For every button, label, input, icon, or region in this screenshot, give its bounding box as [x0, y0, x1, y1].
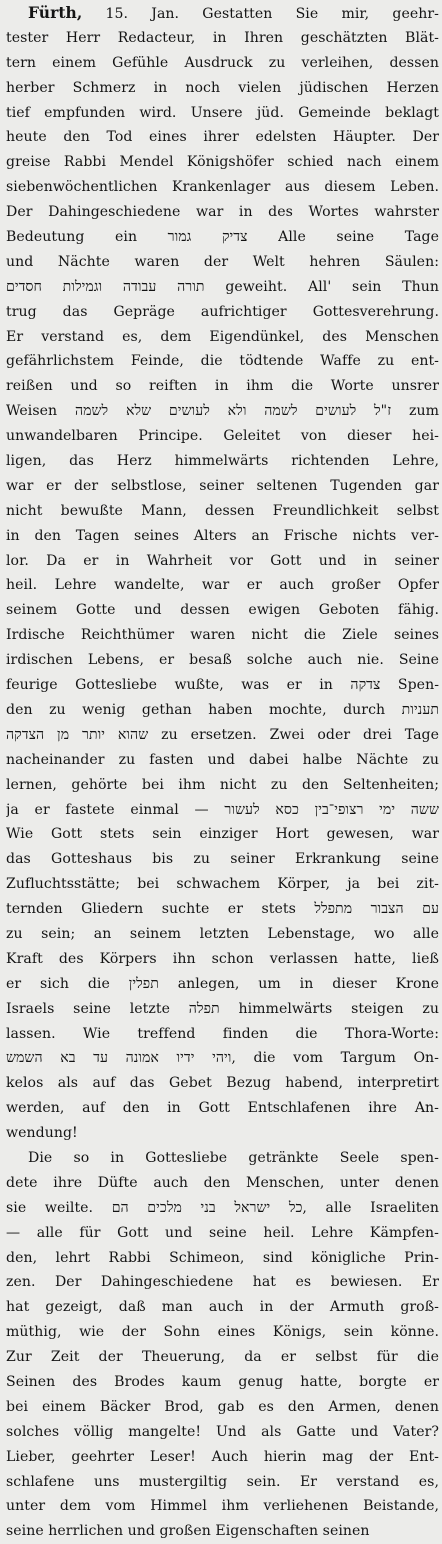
text-line: Israels seine letzte תפלה himmelwärts steigen zu	[6, 1000, 439, 1017]
text-line: gefährlichstem Feinde, die tödtende Waffe zu ent-	[6, 353, 439, 370]
text-line: nacheinander zu fasten und dabei halbe Nächte zu	[6, 751, 439, 768]
text-line: Seinen des Brodes kaum genug hatte, borgte er	[6, 1373, 439, 1390]
text-line: שהוא יותר מן הצדקה zu ersetzen. Zwei oder drei Tage	[6, 726, 439, 743]
text-line-content: 15. Jan. Gestatten Sie mir, geehr-	[82, 6, 439, 22]
text-line: kelos als auf das Gebet Bezug habend, interpretirt	[6, 1075, 439, 1092]
text-line: ligen, das Herz himmelwärts richtenden Lehre,	[6, 453, 439, 470]
text-line: Lieber, geehrter Leser! Auch hierin mag der Ent-	[6, 1448, 439, 1465]
text-line: ternden Gliedern suchte er stets עם הצבור מתפלל	[6, 901, 439, 918]
dateline: Fürth,	[28, 3, 83, 22]
text-line: in den Tagen seines Alters an Frische nichts ver-	[6, 527, 439, 544]
text-line: reißen und so reiften in ihm die Worte unsrer	[6, 378, 439, 395]
text-line: dete ihre Düfte auch den Menschen, unter denen	[6, 1174, 439, 1191]
text-line: Die so in Gottesliebe getränkte Seele spen-	[28, 1149, 439, 1166]
text-line: lassen. Wie treffend finden die Thora-Worte:	[6, 1025, 439, 1042]
text-line: Zur Zeit der Theuerung, da er selbst für die	[6, 1349, 439, 1366]
text-line: herber Schmerz in noch vielen jüdischen Herzen	[6, 79, 439, 96]
text-line: ויהי ידיו אמונה עד בא השמש, die vom Targum On-	[6, 1050, 439, 1067]
text-line: solches völlig mangelte! Und als Gatte und Vater?	[6, 1423, 439, 1440]
text-line: trug das Gepräge aufrichtiger Gottesverehrung.	[6, 303, 439, 320]
article-body	[6, 1, 439, 1544]
text-line: Der Dahingeschiedene war in des Wortes wahrster	[6, 204, 439, 221]
text-line: Kraft des Körpers ihn schon verlassen hatte, ließ	[6, 950, 439, 967]
text-line: lor. Da er in Wahrheit vor Gott und in seiner	[6, 552, 439, 569]
text-line	[6, 1, 439, 26]
text-line: hat gezeigt, daß man auch in der Armuth groß-	[6, 1299, 439, 1316]
text-line: und Nächte waren der Welt hehren Säulen:	[6, 253, 439, 270]
text-line: schlafene uns mustergiltig sein. Er verstand es,	[6, 1473, 439, 1490]
text-line: bei einem Bäcker Brod, gab es den Armen, denen	[6, 1398, 439, 1415]
text-line: feurige Gottesliebe wußte, was er in צדקה Spen-	[6, 677, 439, 694]
text-line: seinem Gotte und dessen ewigen Geboten fähig.	[6, 602, 439, 619]
text-line: nicht bewußte Mann, dessen Freundlichkeit selbst	[6, 502, 439, 519]
text-line: seine herrlichen und großen Eigenschaften seinen	[6, 1523, 370, 1540]
text-line: tief empfunden wird. Unsere jüd. Gemeinde beklagt	[6, 104, 439, 121]
text-line: war er der selbstlose, seiner seltenen Tugenden gar	[6, 477, 439, 494]
text-line: siebenwöchentlichen Krankenlager aus diesem Leben.	[6, 179, 439, 196]
text-line: müthig, wie der Sohn eines Königs, sein könne.	[6, 1324, 439, 1341]
text-line: greise Rabbi Mendel Königshöfer schied nach einem	[6, 154, 439, 171]
text-line: tester Herr Redacteur, in Ihren geschätzten Blät-	[6, 29, 439, 46]
text-line: irdischen Lebens, er besaß solche auch nie. Seine	[6, 652, 439, 669]
text-line: unter dem vom Himmel ihm verliehenen Beistande,	[6, 1498, 439, 1515]
text-line: tern einem Gefühle Ausdruck zu verleihen, dessen	[6, 54, 439, 71]
text-line: den, lehrt Rabbi Schimeon, sind königliche Prin-	[6, 1249, 439, 1266]
text-line: sie weilte. כל ישראל בני מלכים הם, alle Israeliten	[6, 1199, 439, 1216]
text-line: Weisen ז"ל לעושים לשמה ולא לעושים שלא לשמה zum	[6, 403, 439, 420]
text-line: wendung!	[6, 1125, 78, 1142]
text-line: das Gotteshaus bis zu seiner Erkrankung seine	[6, 851, 439, 868]
text-line: Wie Gott stets sein einziger Hort gewesen, war	[6, 826, 439, 843]
text-line: Irdische Reichthümer waren nicht die Ziele seines	[6, 627, 439, 644]
text-line: zen. Der Dahingeschiedene hat es bewiesen. Er	[6, 1274, 439, 1291]
text-line: er sich die תפלין anlegen, um in dieser Krone	[6, 975, 439, 992]
text-line: lernen, gehörte bei ihm nicht zu den Seltenheiten;	[6, 776, 439, 793]
text-line: Zufluchtsstätte; bei schwachem Körper, ja bei zit-	[6, 876, 439, 893]
text-line: unwandelbaren Principe. Geleitet von dieser hei-	[6, 428, 439, 445]
text-line: heute den Tod eines ihrer edelsten Häupter. Der	[6, 129, 439, 146]
text-line: — alle für Gott und seine heil. Lehre Kämpfen-	[6, 1224, 439, 1241]
text-line: den zu wenig gethan haben mochte, durch תעניות	[6, 701, 439, 718]
text-line: werden, auf den in Gott Entschlafenen ihre An-	[6, 1100, 439, 1117]
text-line: Bedeutung ein צדיק גמור Alle seine Tage	[6, 229, 439, 246]
text-line: heil. Lehre wandelte, war er auch großer Opfer	[6, 577, 439, 594]
text-line: ja er fastete einmal — ששה ימי רצופי־בין כסא לעשור	[6, 801, 439, 818]
text-line: zu sein; an seinem letzten Lebenstage, wo alle	[6, 925, 439, 942]
text-line: תורה עבודה וגמילות חסדים geweiht. All' sein Thun	[6, 278, 439, 295]
text-line: Er verstand es, dem Eigendünkel, des Menschen	[6, 328, 439, 345]
